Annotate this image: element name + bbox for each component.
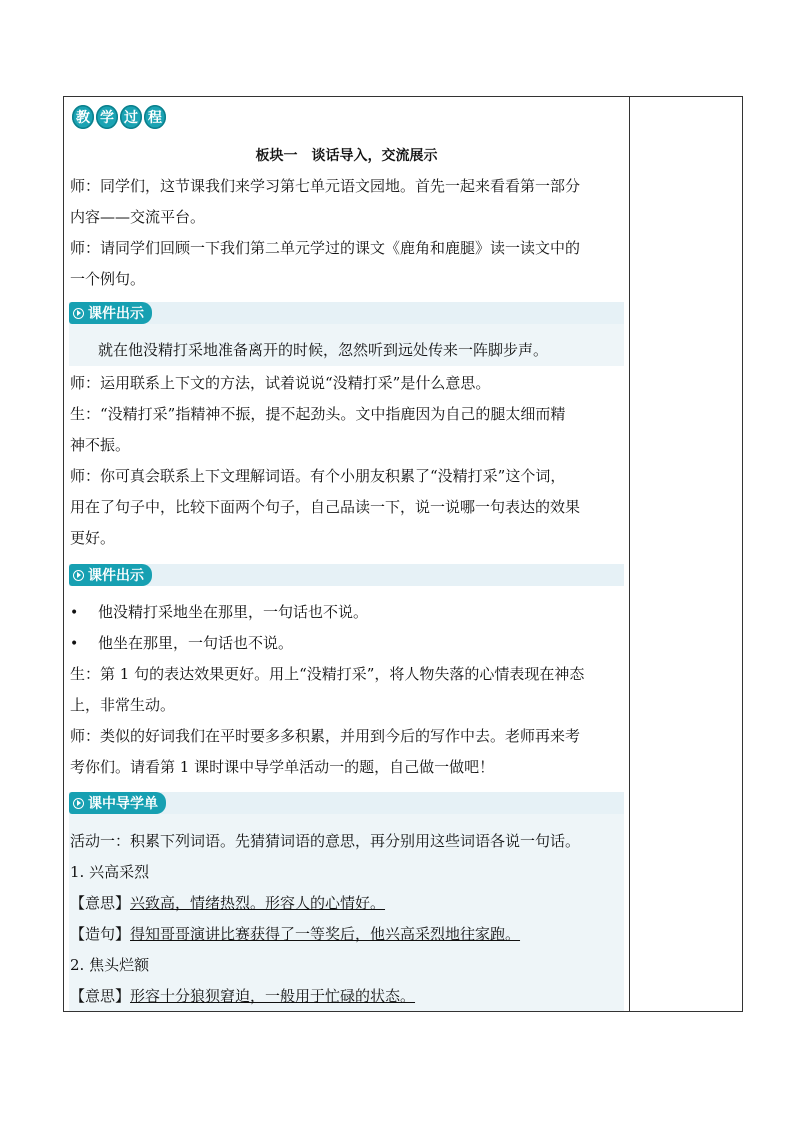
teaching-process-badge [72, 105, 166, 133]
section-title: 板块一 谈话导入，交流展示 [255, 148, 438, 164]
lesson-table [63, 96, 743, 1012]
paragraph: 上，非常生动。 [70, 696, 176, 714]
sentence-answer: 得知哥哥演讲比赛获得了一等奖后，他兴高采烈地往家跑。 [130, 925, 521, 943]
guide-tag [69, 792, 166, 814]
tag-label: 课件出示 [88, 306, 144, 322]
badge-char: 过 [120, 105, 142, 129]
paragraph: 师：请同学们回顾一下我们第二单元学过的课文《鹿角和鹿腿》读一读文中的 [70, 239, 581, 257]
courseware-bar [69, 302, 624, 324]
paragraph: 师：运用联系上下文的方法，试着说说“没精打采”是什么意思。 [70, 374, 491, 392]
meaning-answer: 形容十分狼狈窘迫，一般用于忙碌的状态。 [130, 987, 416, 1005]
column-divider [629, 97, 630, 1011]
bullet-item: • 他没精打采地坐在那里，一句话也不说。 [70, 597, 620, 629]
word-sentence [70, 919, 625, 950]
paragraph: 师：类似的好词我们在平时要多多积累，并用到今后的写作中去。老师再来考 [70, 727, 581, 745]
courseware-bar [69, 564, 624, 586]
badge-char: 程 [144, 105, 166, 129]
paragraph: 更好。 [70, 529, 116, 547]
meaning-answer: 兴致高，情绪热烈。形容人的心情好。 [130, 894, 386, 912]
paragraph: 神不振。 [70, 436, 131, 454]
paragraph: 师：你可真会联系上下文理解词语。有个小朋友积累了“没精打采”这个词， [70, 467, 566, 485]
play-icon [73, 798, 84, 809]
paragraph: 生：“没精打采”指精神不振，提不起劲头。文中指鹿因为自己的腿太细而精 [70, 405, 566, 423]
activity-title: 活动一：积累下列词语。先猜猜词语的意思，再分别用这些词语各说一句话。 [70, 832, 581, 850]
courseware-tag [69, 564, 152, 586]
tag-label: 课件出示 [88, 568, 144, 584]
word-title: 1. 兴高采烈 [70, 863, 150, 881]
play-icon [73, 308, 84, 319]
quote-text: 就在他没精打采地准备离开的时候，忽然听到远处传来一阵脚步声。 [98, 341, 549, 359]
main-cell [64, 97, 629, 1011]
word-title: 2. 焦头烂额 [70, 956, 150, 974]
paragraph: 师：同学们，这节课我们来学习第七单元语文园地。首先一起来看看第一部分 [70, 177, 581, 195]
meaning-label: 【意思】 [70, 987, 131, 1005]
play-icon [73, 570, 84, 581]
badge-char: 教 [72, 105, 94, 129]
tag-label: 课中导学单 [88, 796, 158, 812]
paragraph: 内容——交流平台。 [70, 208, 206, 226]
guide-bar [69, 792, 624, 814]
bullet-item: • 他坐在那里，一句话也不说。 [70, 628, 620, 660]
badge-char: 学 [96, 105, 118, 129]
paragraph: 一个例句。 [70, 270, 146, 288]
word-meaning [70, 888, 625, 919]
courseware-tag [69, 302, 152, 324]
paragraph: 用在了句子中，比较下面两个句子，自己品读一下，说一说哪一句表达的效果 [70, 498, 581, 516]
meaning-label: 【意思】 [70, 894, 131, 912]
paragraph: 生：第 1 句的表达效果更好。用上“没精打采”，将人物失落的心情表现在神态 [70, 665, 585, 683]
sentence-label: 【造句】 [70, 925, 131, 943]
paragraph: 考你们。请看第 1 课时课中导学单活动一的题，自己做一做吧！ [70, 758, 495, 776]
word-meaning [70, 981, 625, 1011]
